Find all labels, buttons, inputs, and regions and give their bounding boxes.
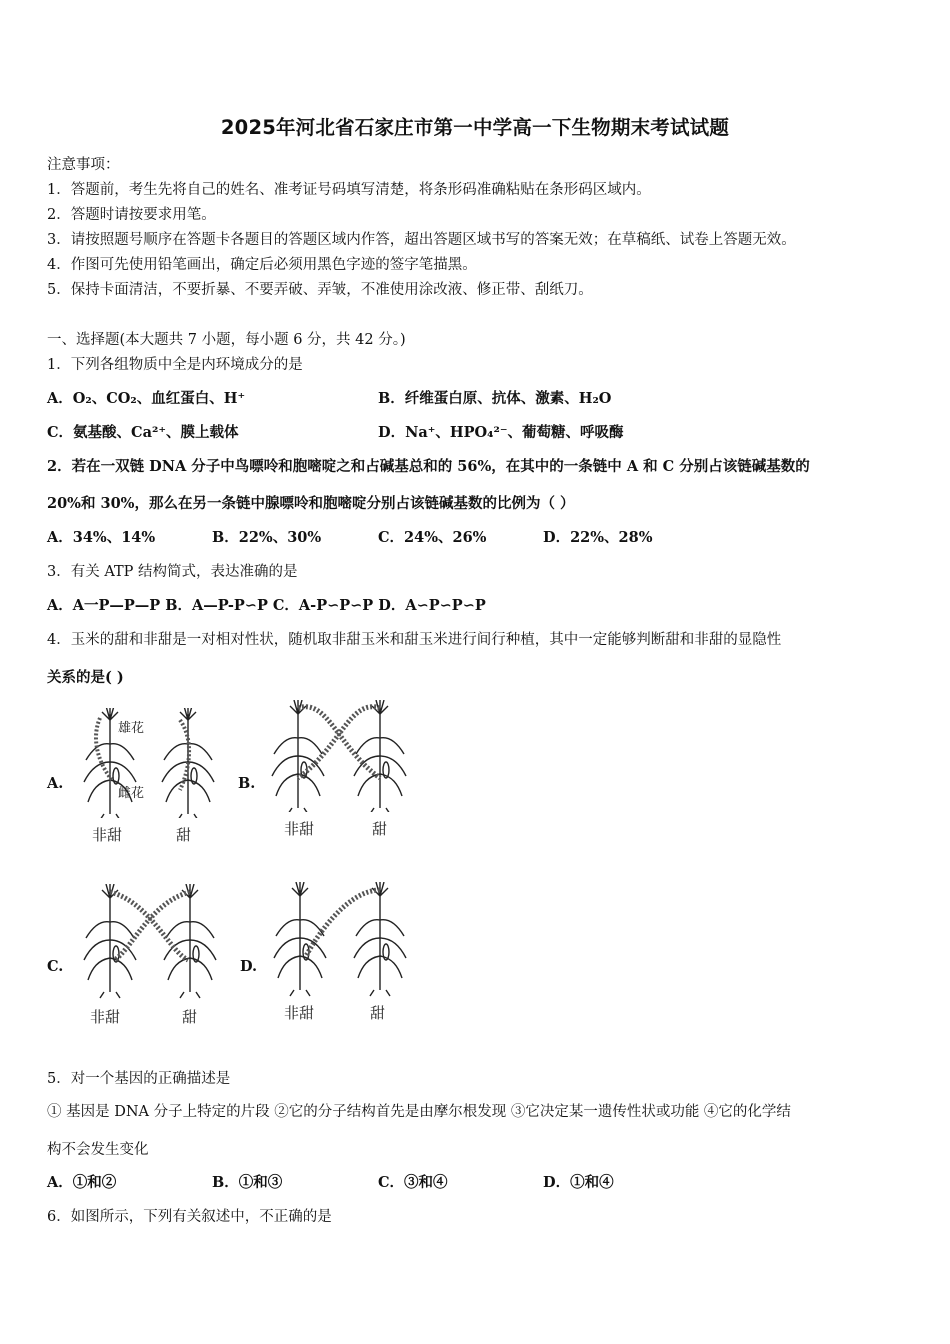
question-5-stem: 5．对一个基因的正确描述是 — [47, 1071, 231, 1087]
figure-c — [70, 884, 230, 999]
question-5-desc-cont: 构不会发生变化 — [47, 1142, 149, 1158]
question-3-stem: 3．有关 ATP 结构简式，表达准确的是 — [47, 564, 298, 580]
figure-d — [262, 882, 422, 997]
section-heading: 一、选择题(本大题共 7 小题，每小题 6 分，共 42 分。) — [47, 332, 406, 348]
notice-item: 3．请按照题号顺序在答题卡各题目的答题区域内作答，超出答题区域书写的答案无效；在草稿纸、试卷上答题无效。 — [47, 232, 796, 248]
label-non-sweet: 非甜 — [90, 1008, 121, 1026]
question-5-option-b: B．①和③ — [212, 1174, 283, 1191]
figure-a — [70, 708, 230, 818]
male-flower-label: 雄花 — [118, 721, 145, 736]
question-5-option-a: A．①和② — [47, 1174, 117, 1191]
question-2-option-d: D．22%、28% — [543, 529, 653, 546]
question-1-option-a: A．O₂、CO₂、血红蛋白、H⁺ — [47, 390, 246, 407]
question-4-label-c: C. — [47, 958, 64, 975]
question-5-desc: ① 基因是 DNA 分子上特定的片段 ②它的分子结构首先是由摩尔根发现 ③它决定某一遗传性状或功能 ④它的化学结 — [47, 1104, 791, 1120]
question-2-stem-cont: 20%和 30%，那么在另一条链中腺嘌呤和胞嘧啶分别占该链碱基数的比例为（ ） — [47, 495, 575, 512]
page-title: 2025年河北省石家庄市第一中学高一下生物期末考试试题 — [220, 116, 730, 139]
question-4-stem-cont: 关系的是( ) — [47, 669, 124, 686]
label-sweet: 甜 — [372, 820, 388, 838]
label-non-sweet: 非甜 — [92, 826, 123, 844]
label-sweet: 甜 — [176, 826, 192, 844]
question-2-option-a: A．34%、14% — [47, 529, 156, 546]
notice-item: 2．答题时请按要求用笔。 — [47, 207, 216, 223]
notice-item: 4．作图可先使用铅笔画出，确定后必须用黑色字迹的签字笔描黑。 — [47, 257, 477, 273]
question-1-option-d: D．Na⁺、HPO₄²⁻、葡萄糖、呼吸酶 — [378, 424, 624, 441]
figure-b — [262, 700, 422, 812]
question-4-stem: 4．玉米的甜和非甜是一对相对性状，随机取非甜玉米和甜玉米进行间行种植，其中一定能够判断甜和非甜的显隐性 — [47, 632, 782, 648]
notice-item: 5．保持卡面清洁，不要折暴、不要弄破、弄皱，不准使用涂改液、修正带、刮纸刀。 — [47, 282, 593, 298]
question-1-option-b: B．纤维蛋白原、抗体、激素、H₂O — [378, 390, 612, 407]
question-6-stem: 6．如图所示，下列有关叙述中，不正确的是 — [47, 1209, 332, 1225]
question-4-label-d: D. — [240, 958, 258, 975]
label-non-sweet: 非甜 — [284, 820, 315, 838]
question-4-label-b: B. — [238, 775, 256, 792]
question-2-option-b: B．22%、30% — [212, 529, 322, 546]
question-2-stem: 2．若在一双链 DNA 分子中鸟嘌呤和胞嘧啶之和占碱基总和的 56%，在其中的一条链中 A 和 C 分别占该链碱基数的 — [47, 458, 810, 475]
question-1-stem: 1．下列各组物质中全是内环境成分的是 — [47, 357, 303, 373]
question-3-options: A．A一P—P—P B．A—P-P∽P C．A-P∽P∽P D．A∽P∽P∽P — [47, 597, 486, 614]
female-flower-label: 雌花 — [118, 786, 145, 801]
notice-heading: 注意事项： — [47, 157, 120, 173]
question-5-option-c: C．③和④ — [378, 1174, 448, 1191]
notice-item: 1．答题前，考生先将自己的姓名、准考证号码填写清楚，将条形码准确粘贴在条形码区域内。 — [47, 182, 651, 198]
question-2-option-c: C．24%、26% — [378, 529, 487, 546]
label-sweet: 甜 — [182, 1008, 198, 1026]
label-sweet: 甜 — [370, 1004, 386, 1022]
question-4-label-a: A. — [47, 775, 64, 792]
question-1-option-c: C．氨基酸、Ca²⁺、膜上载体 — [47, 424, 239, 441]
question-5-option-d: D．①和④ — [543, 1174, 614, 1191]
label-non-sweet: 非甜 — [284, 1004, 315, 1022]
